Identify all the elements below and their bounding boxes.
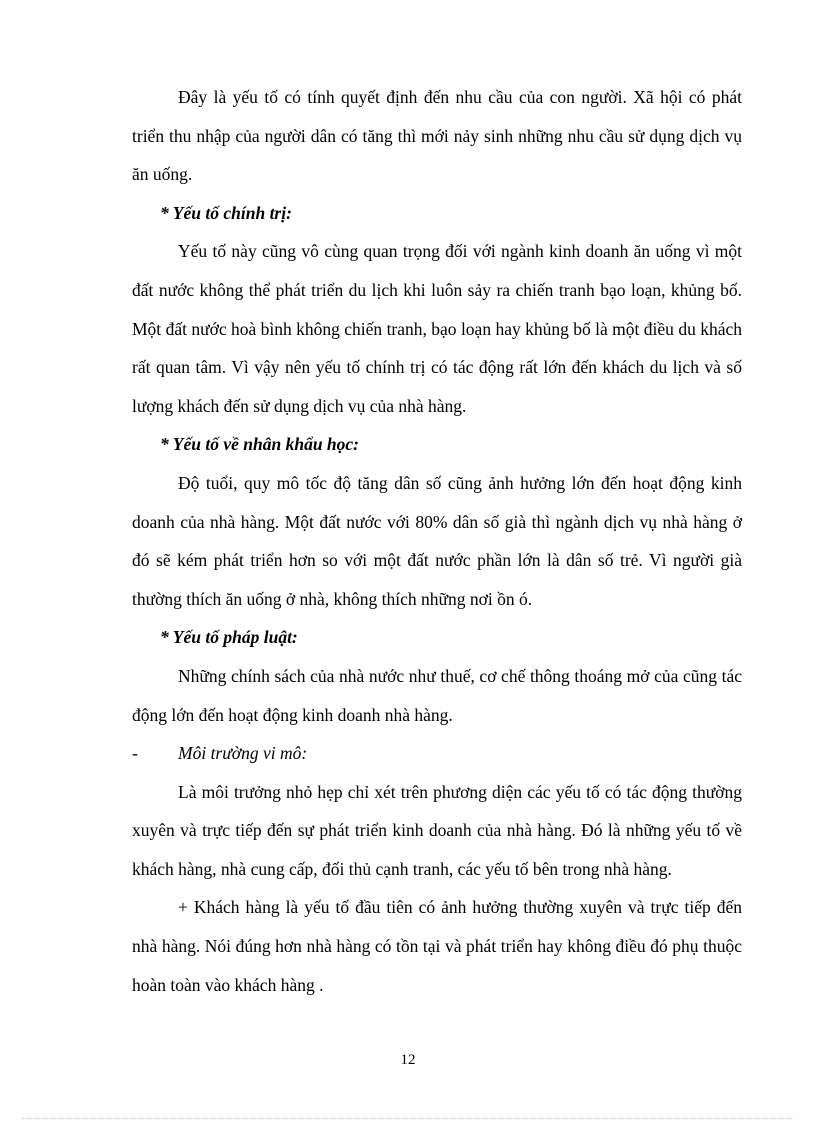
paragraph-income: Đây là yếu tố có tính quyết định đến nhu cầu của con người. Xã hội có phát triển thu nhập của người dân có tăng thì mới nảy sinh những nhu cầu sử dụng dịch vụ ăn uống. (132, 87, 742, 185)
page-content (132, 78, 742, 1004)
heading-political-factor: * Yếu tố chính trị: (160, 202, 292, 223)
paragraph-political: Yếu tố này cũng vô cùng quan trọng đối với ngành kinh doanh ăn uống vì một đất nước không thể phát triển du lịch khi luôn sảy ra chiến tranh bạo loạn, khủng bố. Một đất nước hoà bình không chiến tranh, bạo loạn hay khủng bố là một điều du khách rất quan tâm. Vì vậy nên yếu tố chính trị có tác động rất lớn đến khách du lịch và số lượng khách đến sử dụng dịch vụ của nhà hàng. (132, 241, 742, 416)
page-bottom-divider (22, 1118, 794, 1119)
bullet-micro-environment (132, 734, 742, 773)
bullet-marker: - (132, 743, 138, 764)
paragraph-micro-environment: Là môi trưởng nhỏ hẹp chỉ xét trên phương diện các yếu tố có tác động thường xuyên và trực tiếp đến sự phát triển kinh doanh của nhà hàng. Đó là những yếu tố về khách hàng, nhà cung cấp, đối thủ cạnh tranh, các yếu tố bên trong nhà hàng. (132, 781, 742, 879)
paragraph-legal: Những chính sách của nhà nước như thuế, cơ chế thông thoáng mở của cũng tác động lớn đến hoạt động kinh doanh nhà hàng. (132, 665, 742, 725)
paragraph-customers: + Khách hàng là yếu tố đầu tiên có ảnh hưởng thường xuyên và trực tiếp đến nhà hàng. Nói đúng hơn nhà hàng có tồn tại và phát triển hay không điều đó phụ thuộc hoàn toàn vào khách hàng . (132, 897, 742, 995)
bullet-text: Môi trường vi mô: (178, 743, 308, 764)
paragraph-demographic: Độ tuổi, quy mô tốc độ tăng dân số cũng ảnh hưởng lớn đến hoạt động kinh doanh của nhà hàng. Một đất nước với 80% dân số già thì ngành dịch vụ nhà hàng ở đó sẽ kém phát triển hơn so với một đất nước phần lớn là dân số trẻ. Vì người già thường thích ăn uống ở nhà, không thích những nơi ồn ó. (132, 472, 742, 609)
page-number: 12 (400, 1052, 416, 1068)
heading-demographic-factor: * Yếu tố về nhân khẩu học: (160, 434, 360, 455)
heading-legal-factor: * Yếu tố pháp luật: (160, 627, 298, 648)
